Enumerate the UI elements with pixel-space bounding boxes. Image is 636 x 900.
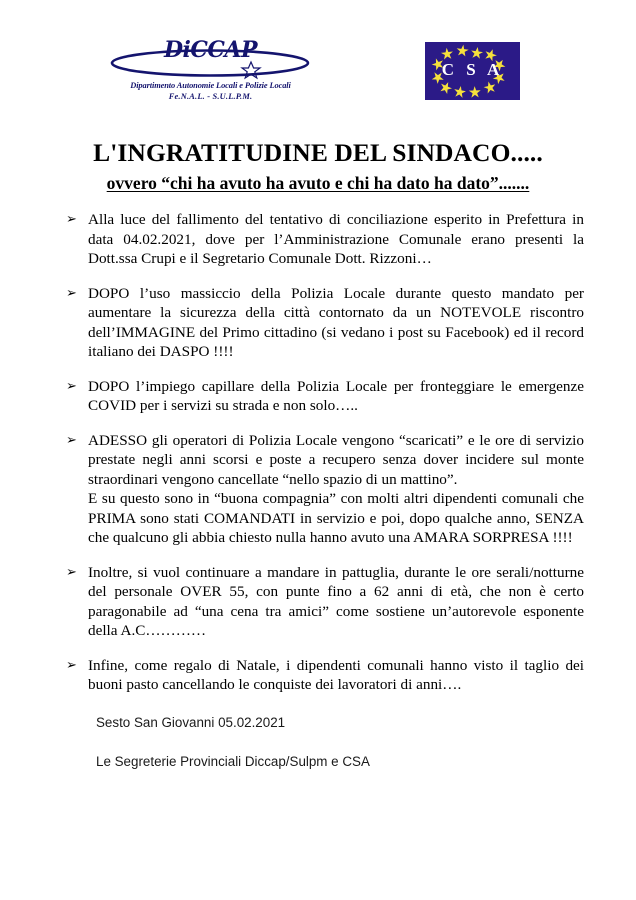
- title-block: [0, 138, 636, 194]
- diccap-logo-mark: [103, 36, 318, 80]
- arrow-bullet-icon: ➢: [66, 378, 77, 394]
- diccap-subtitle-unions: Fe.N.A.L. - S.U.L.P.M.: [168, 92, 253, 101]
- signatories: Le Segreterie Provinciali Diccap/Sulpm e CSA: [96, 753, 370, 769]
- list-item-text: DOPO l’impiego capillare della Polizia Locale per fronteggiare le emergenze COVID per i servizi su strada e non solo…..: [88, 377, 584, 414]
- page-subtitle: ovvero “chi ha avuto ha avuto e chi ha dato ha dato”.......: [106, 173, 530, 193]
- document-header: [0, 0, 636, 118]
- place-and-date: Sesto San Giovanni 05.02.2021: [96, 714, 286, 730]
- body-content: [0, 210, 636, 695]
- arrow-bullet-icon: ➢: [66, 212, 77, 227]
- arrow-bullet-icon: ➢: [66, 285, 77, 301]
- list-item-text: Inoltre, si vuol continuare a mandare in pattuglia, durante le ore serali/notturne del personale OVER 55, con punte fino a 62 anni di età, che non è certo paragonabile ad “una cena tra amici” come sostiene un’autorevole esponente della A.C…………: [88, 563, 584, 639]
- csa-wordmark: C S A: [441, 60, 504, 79]
- diccap-logo: [103, 36, 318, 108]
- diccap-wordmark: DiCCAP: [163, 37, 258, 63]
- arrow-bullet-icon: ➢: [66, 432, 77, 448]
- list-item-text: Infine, come regalo di Natale, i dipendenti comunali hanno visto il taglio dei buoni pasto cancellando le conquiste dei lavoratori di anni….: [88, 656, 584, 693]
- list-item: [66, 377, 584, 416]
- arrow-bullet-icon: ➢: [66, 657, 77, 673]
- arrow-bullet-icon: ➢: [66, 564, 77, 580]
- list-item-text: [88, 431, 584, 548]
- list-item-text: Alla luce del fallimento del tentativo di conciliazione esperito in Prefettura in data 04.02.2021, dove per l’Amministrazione Comunale erano presenti la Dott.ssa Crupi e il Segretario Comunale Dott. Rizzoni…: [88, 211, 584, 267]
- list-item-text-part1: ADESSO gli operatori di Polizia Locale vengono “scaricati” e le ore di servizio prestate negli anni scorsi e poste a recupero senza dover incidere sul monte straordinari vengono cancellate “nello spazio di un mattino”.: [88, 431, 584, 488]
- list-item: [66, 656, 584, 695]
- list-item: [66, 563, 584, 641]
- diccap-subtitle-department: Dipartimento Autonomie Locali e Polizie Locali: [130, 81, 291, 90]
- list-item-text-part2: E su questo sono in “buona compagnia” con molti altri dipendenti comunali che PRIMA sono stati COMANDATI in servizio e poi, dopo qualche anno, SENZA che qualcuno gli abbia chiesto nulla hanno avuto una AMARA SORPRESA !!!!: [88, 490, 584, 546]
- list-item-text: DOPO l’uso massiccio della Polizia Locale durante questo mandato per aumentare la sicurezza della città contornato da un NOTEVOLE riscontro dell’IMMAGINE del Primo cittadino (si vedano i post su Facebook) ed il record italiano dei DASPO !!!!: [88, 284, 584, 360]
- list-item: [66, 210, 584, 269]
- list-item: [66, 284, 584, 362]
- csa-logo: [425, 42, 520, 100]
- signature-block: [0, 713, 636, 771]
- page-title: L'INGRATITUDINE DEL SINDACO.....: [93, 138, 543, 167]
- list-item: [66, 431, 584, 548]
